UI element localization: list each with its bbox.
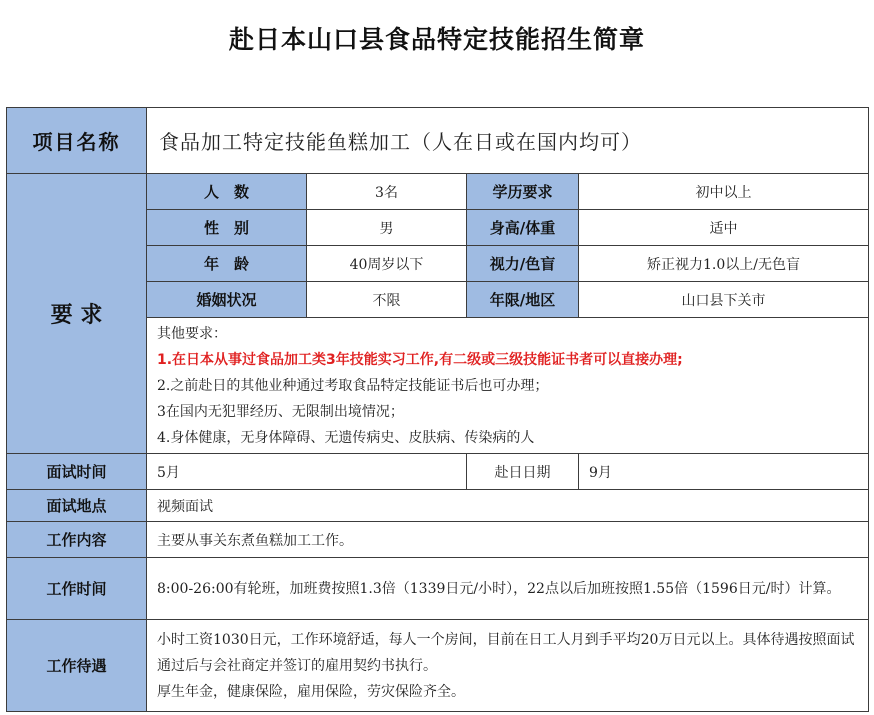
req-label: 年限/地区	[467, 282, 579, 318]
work-time-row	[7, 558, 869, 620]
req-label: 人 数	[147, 174, 307, 210]
work-content-value: 主要从事关东煮鱼糕加工工作。	[147, 522, 869, 558]
location-row	[7, 490, 869, 522]
req-value: 3名	[307, 174, 467, 210]
req-label: 性 别	[147, 210, 307, 246]
other-requirements-title: 其他要求：	[157, 325, 227, 342]
req-value: 40周岁以下	[307, 246, 467, 282]
req-value: 适中	[579, 210, 869, 246]
req-row	[7, 174, 869, 210]
benefits-label: 工作待遇	[7, 620, 147, 712]
req-label: 婚姻状况	[147, 282, 307, 318]
other-requirement-item: 4.身体健康，无身体障碍、无遗传病史、皮肤病、传染病的人	[157, 429, 535, 446]
req-label: 身高/体重	[467, 210, 579, 246]
benefits-value	[147, 620, 869, 712]
page-title: 赴日本山口县食品特定技能招生简章	[228, 25, 645, 54]
req-value: 不限	[307, 282, 467, 318]
other-requirement-item: 2.之前赴日的其他业种通过考取食品特定技能证书后也可办理；	[157, 377, 549, 394]
work-content-row	[7, 522, 869, 558]
req-value: 男	[307, 210, 467, 246]
other-requirement-item: 1.在日本从事过食品加工类3年技能实习工作,有二级或三级技能证书者可以直接办理;	[157, 351, 683, 368]
benefits-line: 厚生年金，健康保险，雇用保险，劳灾保险齐全。	[157, 683, 465, 700]
work-time-value: 8:00-26:00有轮班，加班费按照1.3倍（1339日元/小时），22点以后加班按照1.55倍（1596日元/时）计算。	[147, 558, 869, 620]
project-label: 项目名称	[7, 108, 147, 174]
other-requirements	[147, 318, 869, 454]
req-value: 山口县下关市	[579, 282, 869, 318]
departure-date-label: 赴日日期	[467, 454, 579, 490]
project-value: 食品加工特定技能鱼糕加工（人在日或在国内均可）	[147, 108, 869, 174]
departure-date-value: 9月	[579, 454, 869, 490]
other-requirement-item: 3在国内无犯罪经历、无限制出境情况；	[157, 403, 404, 420]
req-label: 学历要求	[467, 174, 579, 210]
interview-location-value: 视频面试	[147, 490, 869, 522]
benefits-line: 小时工资1030日元，工作环境舒适，每人一个房间，目前在日工人月到手平均20万日元以上。具体待遇按照面试通过后与会社商定并签订的雇用契约书执行。	[157, 631, 855, 674]
benefits-row	[7, 620, 869, 712]
req-label: 视力/色盲	[467, 246, 579, 282]
requirements-label: 要 求	[7, 174, 147, 454]
req-value: 矫正视力1.0以上/无色盲	[579, 246, 869, 282]
interview-time-value: 5月	[147, 454, 467, 490]
recruitment-table	[6, 107, 869, 712]
project-row	[7, 108, 869, 174]
interview-time-label: 面试时间	[7, 454, 147, 490]
work-time-label: 工作时间	[7, 558, 147, 620]
interview-row	[7, 454, 869, 490]
work-content-label: 工作内容	[7, 522, 147, 558]
interview-location-label: 面试地点	[7, 490, 147, 522]
req-label: 年 龄	[147, 246, 307, 282]
req-value: 初中以上	[579, 174, 869, 210]
